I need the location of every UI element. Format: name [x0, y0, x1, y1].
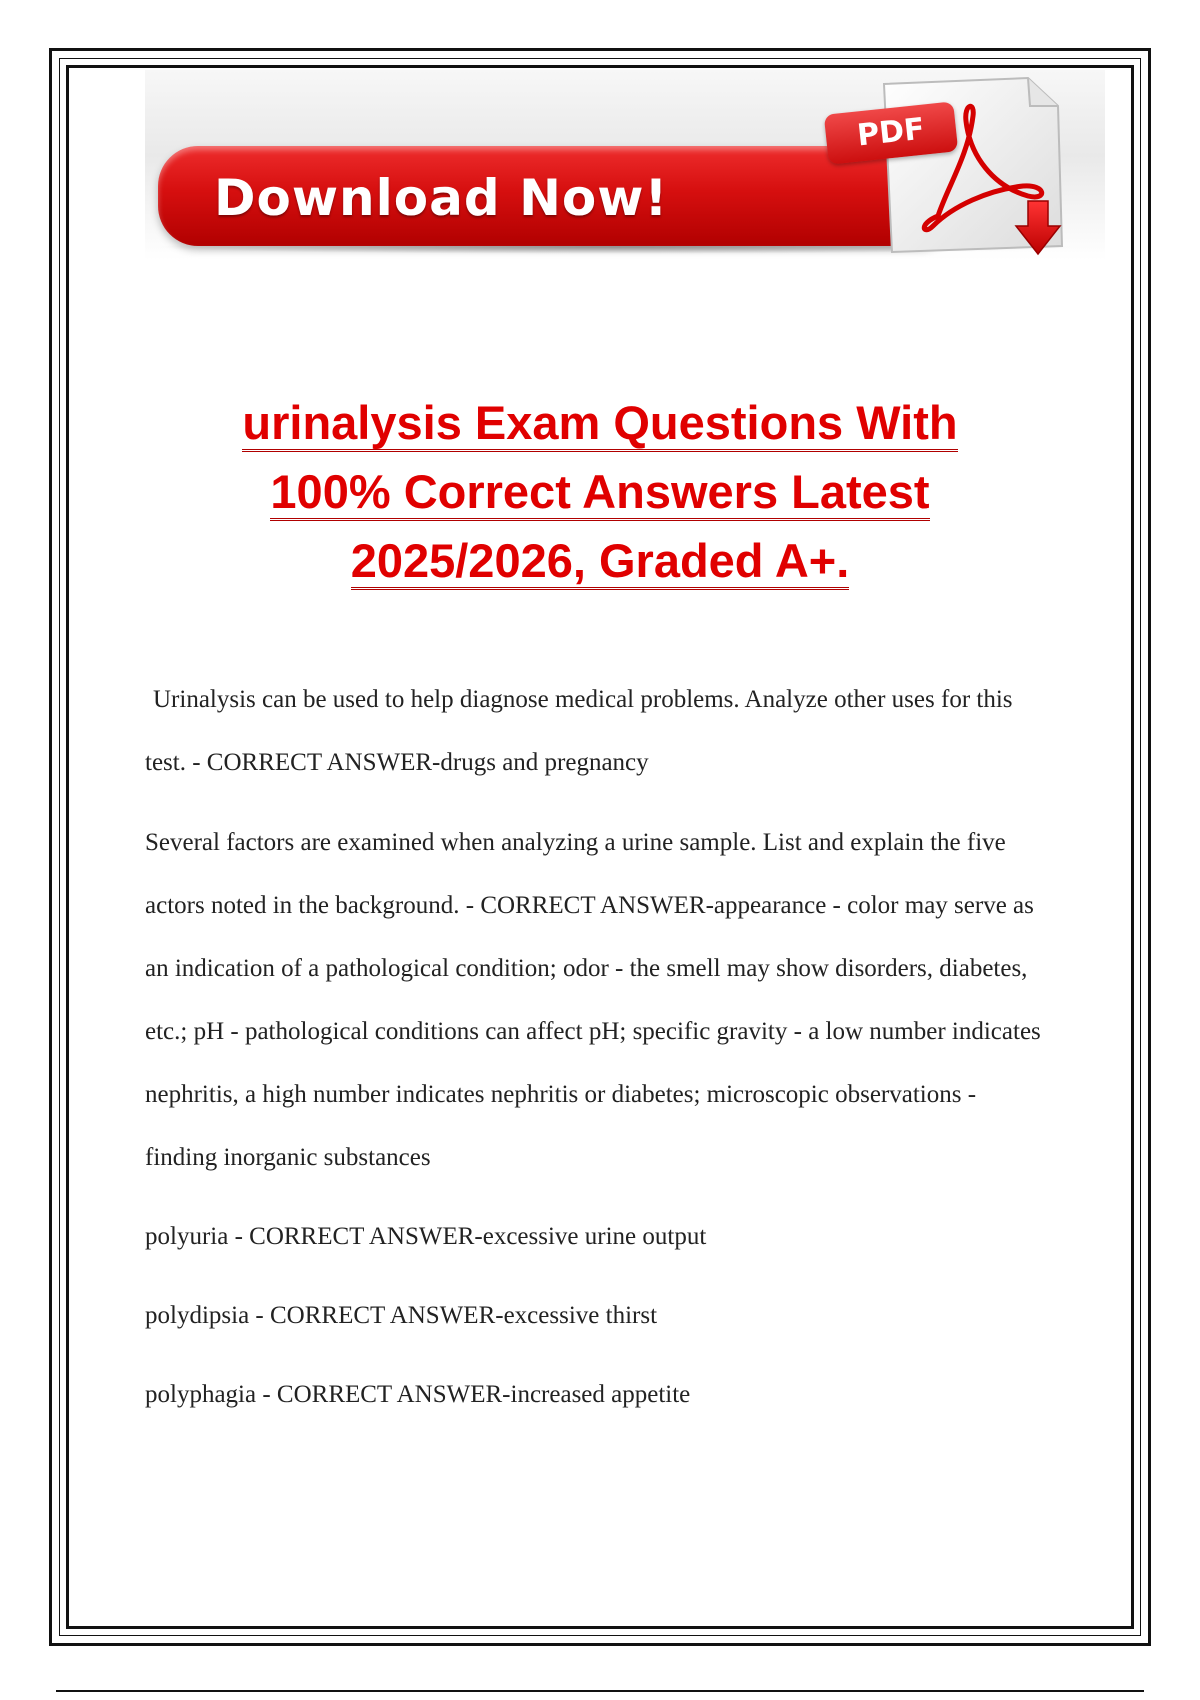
question-item: polydipsia - CORRECT ANSWER-excessive thirst — [145, 1302, 658, 1329]
pdf-tag: PDF — [824, 101, 959, 164]
title-line-2: 100% Correct Answers Latest — [270, 465, 929, 521]
title-line-3: 2025/2026, Graded A+. — [351, 534, 850, 590]
question-item: polyuria - CORRECT ANSWER-excessive urine output — [145, 1223, 707, 1250]
footer-rule — [56, 1690, 1144, 1692]
question-item: Several factors are examined when analyzing a urine sample. List and explain the five actors noted in the background. - CORRECT ANSWER-appearance - color may serve as an indication of a pathological condition; odor - the smell may show disorders, diabetes, etc.; pH - pathological conditions can affect pH; specific gravity - a low number indicates nephritis, a high number indicates nephritis or diabetes; microscopic observations - finding inorganic substances — [145, 829, 1041, 1171]
question-item: Urinalysis can be used to help diagnose medical problems. Analyze other uses for this test. - CORRECT ANSWER-drugs and pregnancy — [145, 686, 1013, 776]
document-title — [150, 388, 1050, 595]
download-now-label: Download Now! — [214, 169, 669, 227]
question-item: polyphagia - CORRECT ANSWER-increased appetite — [145, 1381, 691, 1408]
title-line-1: urinalysis Exam Questions With — [242, 396, 957, 452]
question-list — [145, 668, 1045, 1426]
pdf-document-icon — [878, 76, 1074, 256]
